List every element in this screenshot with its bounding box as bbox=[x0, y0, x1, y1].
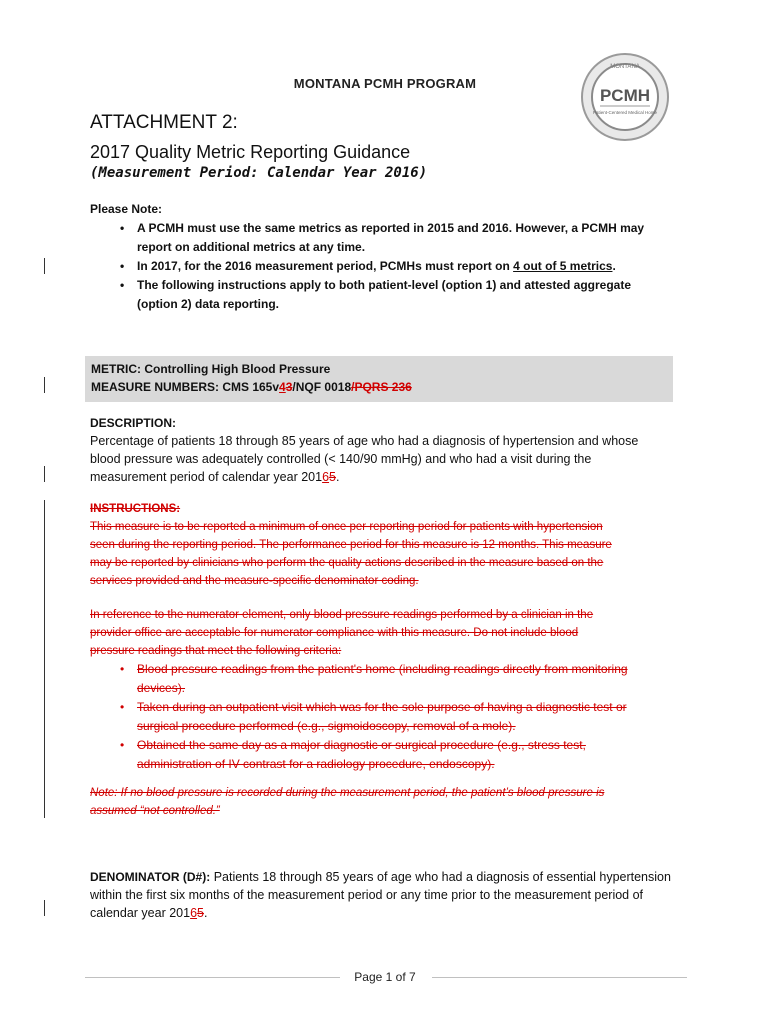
attachment-title: ATTACHMENT 2: bbox=[90, 112, 238, 133]
instructions-label: INSTRUCTIONS: bbox=[90, 503, 181, 515]
criteria-list bbox=[120, 660, 697, 774]
period-subtitle: (Measurement Period: Calendar Year 2016) bbox=[90, 165, 428, 181]
change-bar bbox=[44, 377, 45, 393]
denominator-label: DENOMINATOR (D#): bbox=[90, 870, 211, 884]
change-bar bbox=[44, 900, 45, 916]
metric-title: METRIC: Controlling High Blood Pressure bbox=[91, 362, 331, 376]
instructions-paragraph-2: In reference to the numerator element, only blood pressure readings performed by a clinician in the provider office are acceptable for numerator compliance with this measure. Do not include blood pressure readings that meet the following criteria: bbox=[90, 609, 594, 657]
list-item: • A PCMH must use the same metrics as reported in 2015 and 2016. However, a PCMH may report on additional metrics at any time. bbox=[120, 221, 645, 254]
metrics-count: 4 out of 5 metrics bbox=[513, 259, 613, 273]
instructions-paragraph-1: This measure is to be reported a minimum of once per reporting period for patients with hypertension seen during the reporting period. The performance period for this measure is 12 months. This measure may be reported by clinicians who perform the quality actions described in the measure based on the services provided and the measure-specific denominator coding. bbox=[90, 521, 612, 587]
guidance-title: 2017 Quality Metric Reporting Guidance bbox=[90, 142, 411, 162]
denominator-text: DENOMINATOR (D#): Patients 18 through 85 years of age who had a diagnosis of essential hypertension within the first six months of the measurement period or any time prior to the measurement period of calendar year 20165. bbox=[90, 870, 671, 920]
change-bar bbox=[44, 466, 45, 482]
logo-text: PCMH bbox=[599, 86, 651, 105]
please-note-label: Please Note: bbox=[90, 202, 163, 216]
page-number: Page 1 of 7 bbox=[354, 970, 416, 984]
measure-numbers: MEASURE NUMBERS: CMS 165v43/NQF 0018/PQRS 236 bbox=[91, 380, 412, 394]
logo-subtext: Patient-Centered Medical Home bbox=[592, 110, 658, 115]
change-bar bbox=[44, 500, 45, 818]
instructions-note: Note: If no blood pressure is recorded during the measurement period, the patient’s blood pressure is assumed “not controlled.” bbox=[90, 787, 605, 817]
list-item: • Obtained the same day as a major diagnostic or surgical procedure (e.g., stress test, administration of IV contrast for a radiology procedure, endoscopy). bbox=[120, 738, 586, 771]
list-item: • The following instructions apply to both patient-level (option 1) and attested aggregate (option 2) data reporting. bbox=[120, 278, 632, 311]
note-bullets bbox=[120, 219, 697, 314]
program-header: MONTANA PCMH PROGRAM bbox=[293, 76, 477, 91]
list-item: • Blood pressure readings from the patient's home (including readings directly from monitoring devices). bbox=[120, 662, 628, 695]
description-label: DESCRIPTION: bbox=[90, 416, 177, 430]
logo-ring-text: MONTANA bbox=[610, 64, 640, 70]
pcmh-logo bbox=[580, 52, 670, 142]
list-item: • Taken during an outpatient visit which was for the sole purpose of having a diagnostic test or surgical procedure performed (e.g., sigmoidoscopy, removal of a mole). bbox=[120, 700, 627, 733]
description-text: Percentage of patients 18 through 85 years of age who had a diagnosis of hypertension and whose blood pressure was adequately controlled (< 140/90 mmHg) and who had a visit during the measurement period of calendar year 20165. bbox=[90, 434, 639, 484]
metric-box bbox=[85, 356, 673, 402]
list-item: • In 2017, for the 2016 measurement period, PCMHs must report on 4 out of 5 metrics. bbox=[120, 259, 616, 273]
change-bar bbox=[44, 258, 45, 274]
